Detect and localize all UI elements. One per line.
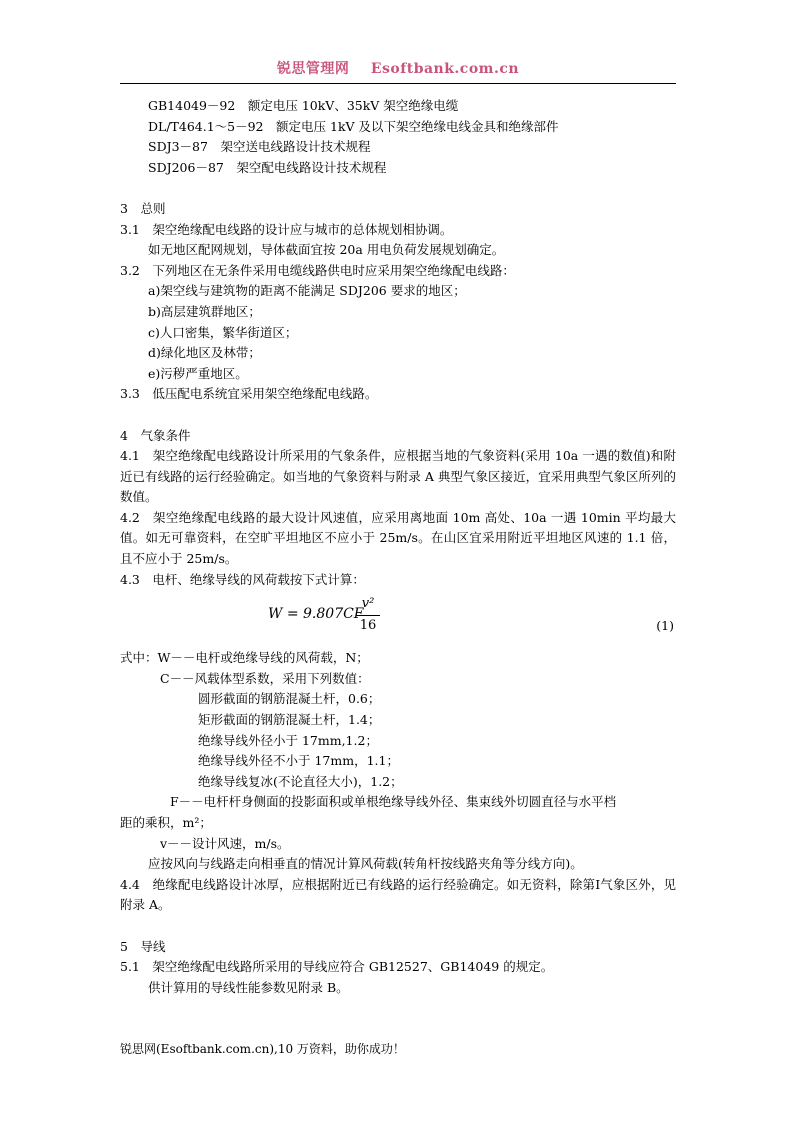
clause-5-1: 5.1 架空绝缘配电线路所采用的导线应符合 GB12527、GB14049 的规定。 [120, 959, 554, 975]
section-4-title: 4 气象条件 [120, 427, 191, 443]
reference-line: SDJ206－87 架空配电线路设计技术规程 [148, 159, 387, 175]
list-item: c)人口密集，繁华街道区； [148, 324, 298, 340]
formula-numerator: v² [356, 594, 380, 616]
header-site-name: 锐思管理网 [276, 61, 350, 77]
clause-3-2: 3.2 下列地区在无条件采用电缆线路供电时应采用架空绝缘配电线路： [120, 262, 515, 278]
header-site-url: Esoftbank.com.cn [370, 61, 520, 77]
reference-line: SDJ3－87 架空送电线路设计技术规程 [148, 139, 371, 155]
section-5-title: 5 导线 [120, 938, 166, 954]
wind-load-formula [120, 594, 676, 642]
coefficient-item: 矩形截面的钢筋混凝土杆，1.4； [198, 712, 381, 728]
clause-3-3: 3.3 低压配电系统宜采用架空绝缘配电线路。 [120, 386, 378, 402]
definition-f-cont: 距的乘积，m²； [120, 815, 212, 830]
list-item: e)污秽严重地区。 [148, 365, 248, 381]
page-header [120, 58, 676, 78]
list-item: b)高层建筑群地区； [148, 303, 261, 319]
definition-v: v－－设计风速，m/s。 [160, 835, 290, 851]
page-footer: 锐思网(Esoftbank.com.cn),10 万资料，助你成功！ [120, 1042, 405, 1056]
clause-5-1-cont: 供计算用的导线性能参数见附录 B。 [148, 979, 349, 995]
coefficient-item: 圆形截面的钢筋混凝土杆，0.6； [198, 691, 381, 707]
document-body [120, 96, 676, 998]
list-item: a)架空线与建筑物的距离不能满足 SDJ206 要求的地区； [148, 283, 466, 299]
wind-direction-note: 应按风向与线路走向相垂直的情况计算风荷载(转角杆按线路夹角等分线方向)。 [148, 856, 583, 872]
definition-c: C－－风载体型系数，采用下列数值： [160, 670, 370, 686]
clause-4-3: 4.3 电杆、绝缘导线的风荷载按下式计算： [120, 571, 365, 587]
reference-line: GB14049－92 额定电压 10kV、35kV 架空绝缘电缆 [148, 98, 459, 113]
clause-4-1: 4.1 架空绝缘配电线路设计所采用的气象条件，应根据当地的气象资料(采用 10a 一遇的数值)和附近已有线路的运行经验确定。如当地的气象资料与附录 A 典型气象区接近，宜采用典型气象区所列的数值。 [120, 448, 676, 505]
definition-w: 式中：W－－电杆或绝缘导线的风荷载，N； [120, 650, 369, 666]
coefficient-item: 绝缘导线外径小于 17mm,1.2； [198, 732, 378, 748]
equation-number: (1) [656, 618, 674, 634]
list-item: d)绿化地区及林带； [148, 345, 261, 361]
formula-fraction [356, 594, 380, 636]
clause-4-2: 4.2 架空绝缘配电线路的最大设计风速值，应采用离地面 10m 高处、10a 一遇 10min 平均最大值。如无可靠资料，在空旷平坦地区不应小于 25m/s。在山区宜采用附近平坦地区风速的 1.1 倍，且不应小于 25m/s。 [120, 509, 676, 567]
definition-f: F－－电杆杆身侧面的投影面积或单根绝缘导线外径、集束线外切圆直径与水平档 [170, 794, 617, 810]
clause-4-4: 4.4 绝缘配电线路设计冰厚，应根据附近已有线路的运行经验确定。如无资料，除第Ⅰ气象区外，见附录 A。 [120, 876, 676, 913]
reference-line: DL/T464.1～5－92 额定电压 1kV 及以下架空绝缘电线金具和绝缘部件 [148, 118, 559, 134]
formula-lhs: W = 9.807CF [268, 606, 364, 623]
section-3-title: 3 总则 [120, 200, 166, 216]
clause-3-1-cont: 如无地区配网规划，导体截面宜按 20a 用电负荷发展规划确定。 [148, 242, 505, 258]
coefficient-item: 绝缘导线外径不小于 17mm，1.1； [198, 753, 399, 769]
coefficient-item: 绝缘导线复冰(不论直径大小)，1.2； [198, 773, 403, 789]
clause-3-1: 3.1 架空绝缘配电线路的设计应与城市的总体规划相协调。 [120, 221, 453, 237]
header-rule [120, 83, 676, 84]
formula-denominator: 16 [359, 617, 377, 633]
